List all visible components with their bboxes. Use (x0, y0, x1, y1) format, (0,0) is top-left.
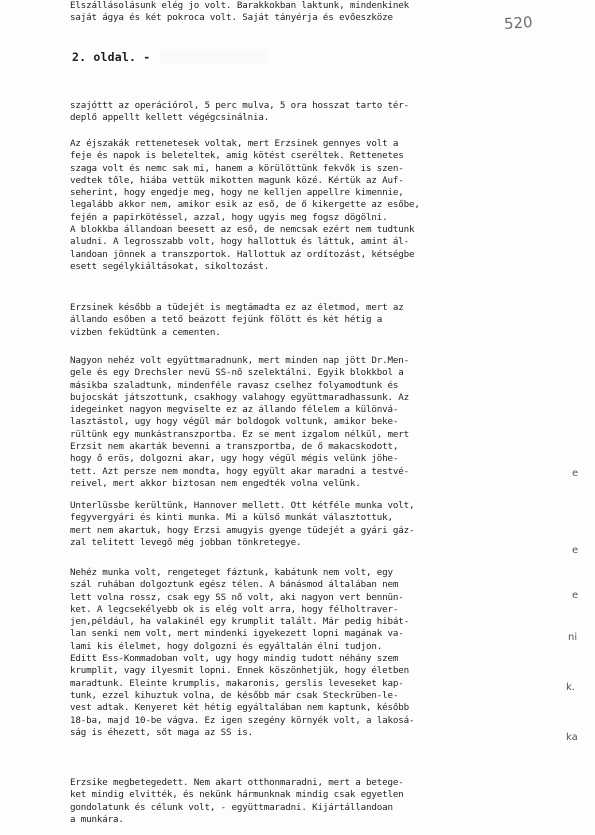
text-line: A blokkba állandoan beesett az eső, de nemcsak ezért nem tudtunk (70, 224, 415, 236)
text-line: hogy ő erös, dolgozni akar, ugy hogy végül mégis velünk jöhe- (70, 453, 399, 465)
text-line: tunk, ezzel kihuztuk volna, de később már csak Steckrüben-le- (70, 689, 399, 701)
text-line: szál ruhában dolgoztunk egész télen. A bánásmod általában nem (70, 579, 399, 591)
text-line: landoan jönnek a transzportok. Hallottuk az ordítozást, kétségbe (70, 248, 415, 260)
text-line: vest adtak. Kenyeret két hétig egyáltalában nem kaptunk, később (70, 702, 410, 714)
text-line: Unterlüssbe kerültünk, Hannover mellett. Ott kétféle munka volt, (70, 500, 415, 511)
text-line: Erzsit nem akarták bevenni a transzportba, de ő makacskodott, (70, 441, 399, 453)
text-line: a munkára. (70, 813, 124, 825)
paragraph (70, 138, 550, 273)
margin-mark: ni (568, 632, 578, 643)
text-line: lan senki nem volt, mert mindenki igyekezett lopni magának va- (70, 628, 404, 640)
text-line: gondolatunk és célunk volt, - együttmaradni. Kijártállandoan (70, 801, 393, 813)
text-line: zal telitett levegő még jobban tönkretegye. (70, 536, 302, 548)
margin-mark: e (572, 468, 579, 479)
text-line: lami kis élelmet, hogy dolgozni és egyáltalán élni tudjon. (70, 640, 383, 652)
text-line: vizben feküdtünk a cementen. (70, 326, 221, 338)
text-line: deplő appellt kellett végégcsinálnia. (70, 112, 270, 124)
text-line: aludni. A legrosszabb volt, hogy hallottuk és láttuk, amint ál- (70, 236, 410, 248)
text-line: Elszállásolásunk elég jo volt. Barakkokban laktunk, mindenkinek (70, 0, 410, 11)
text-line: Erzsinek később a tüdejét is megtámadta ez az életmod, mert az (70, 302, 404, 313)
text-line: esett segélykiáltásokat, sikoltozást. (70, 260, 270, 272)
text-line: ság is éhezett, sőt maga az SS is. (70, 726, 253, 738)
text-line: lett volna rossz, csak egy SS nő volt, aki nagyon vert bennün- (70, 591, 404, 603)
margin-mark: e (572, 590, 579, 601)
paragraph (70, 567, 550, 739)
paragraph (70, 355, 550, 490)
paragraph (70, 500, 550, 549)
text-line: állando esőben a tető beázott fejünk fölött és két hétig a (70, 314, 383, 326)
text-line: szaga volt és nemc sak mi, hanem a körülöttünk fekvők is szen- (70, 162, 404, 174)
text-line: 18-ba, majd 10-be vágva. Ez igen szegény környék volt, a lakosá- (70, 714, 415, 726)
text-line: seherint, hogy engedje meg, hogy ne kelljen appellre kimennie, (70, 187, 404, 199)
text-line: mert nem akartuk, hogy Erzsi amugyis gyenge tüdejét a gyári gáz- (70, 524, 415, 536)
paragraph (70, 302, 550, 339)
text-line: Az éjszakák rettenetesek voltak, mert Erzsinek gennyes volt a (70, 138, 399, 149)
text-line: lasztástol, ugy hogy végül már boldogok voltunk, amikor beke- (70, 416, 399, 428)
paragraph (70, 100, 550, 125)
redaction-box (160, 50, 270, 63)
text-line: tett. Azt persze nem mondta, hogy egyült akar maradni a testvé- (70, 465, 410, 477)
text-line: ket mindig elvitték, és nekünk hármunknak mindig csak egyetlen (70, 789, 404, 801)
text-line: vedtek tőle, hiába vettük mikotten magunk közé. Kértük az Auf- (70, 174, 404, 186)
text-line: gele és egy Drechsler nevü SS-nő szelektálni. Egyik blokkbol a (70, 367, 404, 379)
text-line: maradtunk. Eleinte krumplis, makaronis, gerslis leveseket kap- (70, 677, 404, 689)
text-line: rültünk egy munkástranszportba. Ez se ment izgalom nélkül, mert (70, 428, 410, 440)
margin-mark: k. (566, 682, 575, 693)
margin-mark: ka (566, 732, 578, 743)
text-line: Erzsike megbetegedett. Nem akart otthonmaradni, mert a betege- (70, 777, 404, 788)
text-line: saját ágya és két pokroca volt. Saját tányérja és evőeszköze (70, 12, 393, 24)
text-line: Nagyon nehéz volt együttmaradnunk, mert minden nap jött Dr.Men- (70, 355, 410, 366)
text-line: jen,például, ha valakinél egy krumplit talált. Már pedig hibát- (70, 616, 410, 628)
text-line: szajóttt az operációrol, 5 perc mulva, 5 ora hosszat tarto tér- (70, 100, 410, 111)
text-line: idegeinket nagyon megviselte ez az állando félelem a különvá- (70, 404, 399, 416)
margin-mark: e (572, 545, 579, 556)
text-line: bujocskát játszottunk, csakhogy valahogy együttmaradhassunk. Az (70, 391, 410, 403)
text-line: másikba szaladtunk, mindenféle ravasz cselhez folyamodtunk és (70, 379, 399, 391)
paragraph (70, 0, 550, 25)
page-header: 2. oldal. - (72, 50, 151, 64)
text-line: Nehéz munka volt, rengeteget fáztunk, kabátunk nem volt, egy (70, 567, 393, 578)
text-line: fegyvergyári és kinti munka. Mi a külső munkát választottuk, (70, 512, 393, 524)
text-line: fején a papirkötéssel, azzal, hogy ugyis meg fogsz dögölni. (70, 211, 388, 223)
text-line: Editt Ess-Kommadoban volt, ugy hogy mindig tudott néhány szem (70, 653, 399, 665)
text-line: legalább akkor nem, amikor esik az eső, de ő kikergette az esőbe, (70, 199, 420, 211)
text-line: ket. A legcsekélyebb ok is elég volt arra, hogy félholtraver- (70, 603, 399, 615)
text-line: krumplit, vagy ilyesmit lopni. Ennek köszönhetjük, hogy életben (70, 665, 410, 677)
folio-number: 520 (503, 13, 534, 33)
text-line: feje és napok is beleteltek, amig kötést cseréltek. Rettenetes (70, 150, 404, 162)
paragraph (70, 777, 550, 826)
text-line: reivel, mert akkor biztosan nem engedték volna velünk. (70, 477, 361, 489)
